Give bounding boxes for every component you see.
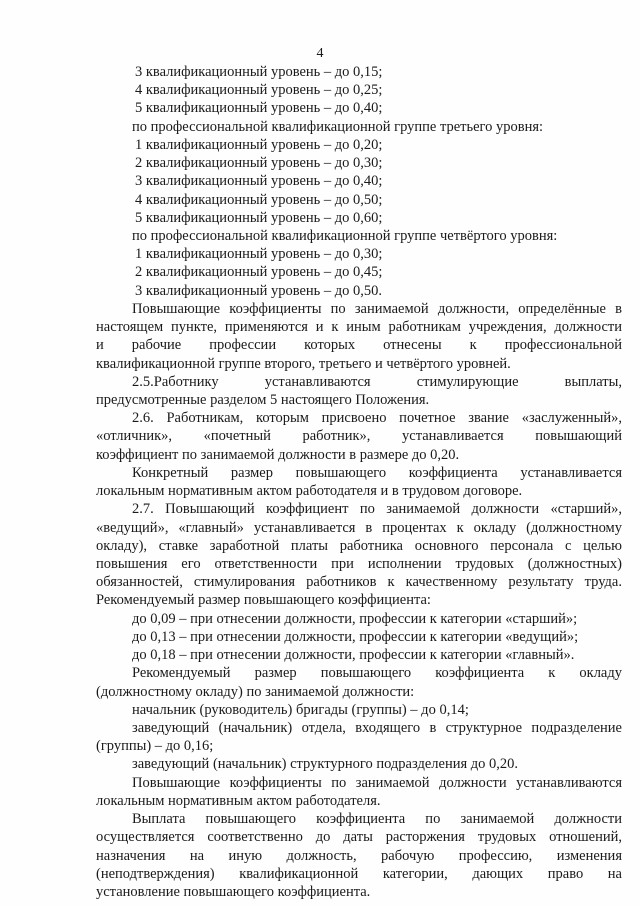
text-line: Рекомендуемый размер повышающего коэффициента: xyxy=(96,592,431,609)
text-line: повышения его ответственности при исполнении трудовых (должностных) xyxy=(96,556,622,572)
text-line: 4 квалификационный уровень – до 0,50; xyxy=(135,191,383,208)
text-line: 5 квалификационный уровень – до 0,40; xyxy=(135,100,383,117)
text-line: 2.7. Повышающий коэффициент по занимаемой должности «старший», xyxy=(132,501,622,518)
text-line: по профессиональной квалификационной группе четвёртого уровня: xyxy=(132,228,558,244)
text-line: Конкретный размер повышающего коэффициента устанавливается xyxy=(132,464,622,481)
text-line: 3 квалификационный уровень – до 0,50. xyxy=(135,282,383,299)
text-line: 1 квалификационный уровень – до 0,30; xyxy=(135,246,383,263)
text-line: Выплата повышающего коэффициента по занимаемой должности xyxy=(132,811,622,828)
text-line: «ведущий», «главный» устанавливается в процентах к окладу (должностному xyxy=(96,519,622,536)
text-line: до 0,09 – при отнесении должности, профессии к категории «старший»; xyxy=(132,610,578,627)
text-line: Повышающие коэффициенты по занимаемой должности устанавливаются xyxy=(132,774,622,791)
text-line: «отличник», «почетный работник», устанавливается повышающий xyxy=(96,428,622,445)
text-line: начальник (руководитель) бригады (группы) – до 0,14; xyxy=(132,701,469,718)
text-line: 1 квалификационный уровень – до 0,20; xyxy=(135,136,383,153)
text-line: осуществляется соответственно до даты расторжения трудовых отношений, xyxy=(96,829,622,846)
text-line: (должностному окладу) по занимаемой должности: xyxy=(96,683,415,700)
text-line: локальным нормативным актом работодателя. xyxy=(96,792,381,809)
text-line: и рабочие профессии которых отнесены к профессиональной xyxy=(96,337,622,354)
text-line: (группы) – до 0,16; xyxy=(96,738,214,755)
text-line: 4 квалификационный уровень – до 0,25; xyxy=(135,82,383,99)
text-line: обязанностей, стимулирования работников к качественному результату труда. xyxy=(96,574,622,591)
text-line: установление повышающего коэффициента. xyxy=(96,884,371,900)
text-line: заведующий (начальник) структурного подразделения до 0,20. xyxy=(132,756,519,773)
text-line: настоящем пункте, применяются и к иным работникам учреждения, должности xyxy=(96,319,622,336)
text-line: Рекомендуемый размер повышающего коэффициента к окладу xyxy=(132,665,622,682)
text-line: 2.6. Работникам, которым присвоено почетное звание «заслуженный», xyxy=(132,410,622,427)
text-line: 2 квалификационный уровень – до 0,45; xyxy=(135,264,383,281)
text-line: предусмотренные разделом 5 настоящего Положения. xyxy=(96,392,430,408)
text-line: 5 квалификационный уровень – до 0,60; xyxy=(135,209,383,226)
text-line: квалификационной группе второго, третьего и четвёртого уровней. xyxy=(96,355,511,372)
text-line: по профессиональной квалификационной группе третьего уровня: xyxy=(132,118,544,135)
text-line: (неподтверждения) квалификационной категории, дающих право на xyxy=(96,865,622,882)
text-line: 3 квалификационный уровень – до 0,40; xyxy=(135,173,383,190)
text-line: 3 квалификационный уровень – до 0,15; xyxy=(135,64,383,80)
text-line: до 0,18 – при отнесении должности, профессии к категории «главный». xyxy=(132,647,575,664)
text-line: локальным нормативным актом работодателя и в трудовом договоре. xyxy=(96,483,523,500)
page-number: 4 xyxy=(316,46,324,61)
text-line: назначения на иную должность, рабочую профессию, изменения xyxy=(96,847,622,864)
text-line: 2.5.Работнику устанавливаются стимулирующие выплаты, xyxy=(132,373,622,390)
text-line: Повышающие коэффициенты по занимаемой должности, определённые в xyxy=(132,300,622,317)
text-line: 2 квалификационный уровень – до 0,30; xyxy=(135,155,383,172)
text-line: коэффициент по занимаемой должности в размере до 0,20. xyxy=(96,446,460,463)
text-line: окладу), ставке заработной платы работника основного персонала с целью xyxy=(96,537,622,554)
text-line: до 0,13 – при отнесении должности, профессии к категории «ведущий»; xyxy=(132,628,579,645)
text-line: заведующий (начальник) отдела, входящего в структурное подразделение xyxy=(132,720,622,736)
